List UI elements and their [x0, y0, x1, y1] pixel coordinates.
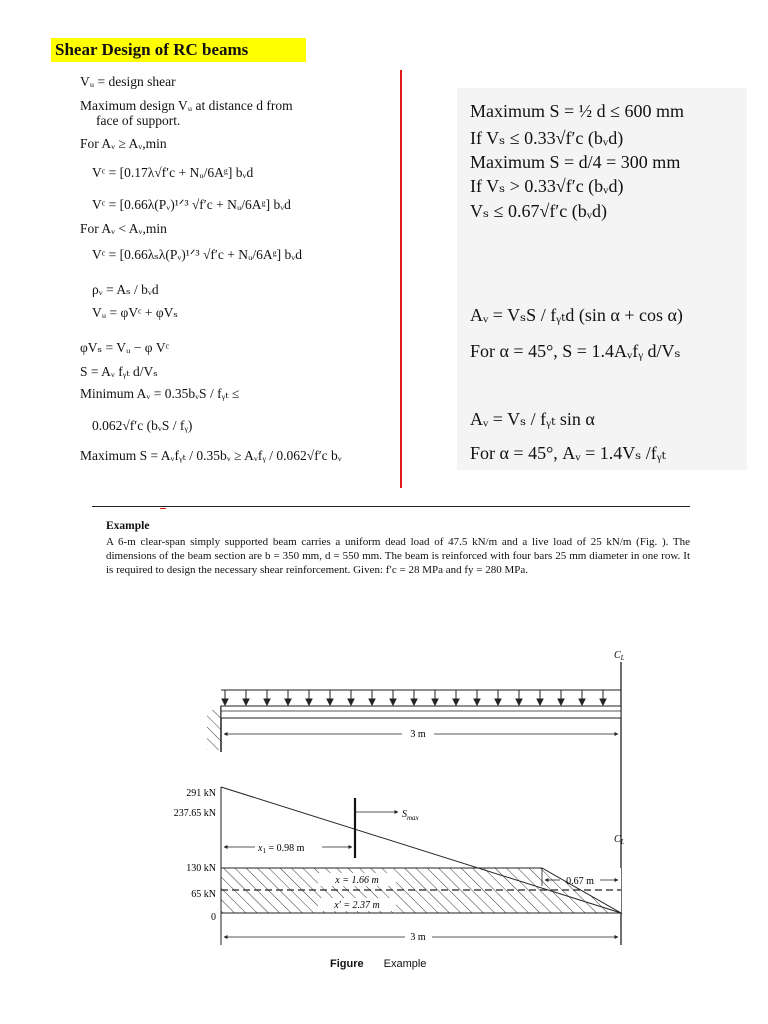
formula-av-bent: Aᵥ = Vₛ / fᵧₜ sin α — [470, 409, 595, 429]
formula-vc-1: Vᶜ = [0.17λ√f′c + Nᵤ/6Aᵍ] bᵥd — [92, 165, 254, 180]
formula-phivs: φVₛ = Vᵤ − φ Vᶜ — [80, 340, 170, 355]
formula-vu: Vᵤ = φVᶜ + φVₛ — [92, 305, 178, 320]
formula-av-inclined: Aᵥ = VₛS / fᵧₜd (sin α + cos α) — [470, 305, 683, 325]
shear-label-zero: 0 — [211, 912, 216, 923]
formula-design-shear: Vᵤ = design shear — [80, 74, 176, 89]
example-heading: Example — [106, 520, 150, 532]
formula-condition-1: For Aᵥ ≥ Aᵥ,min — [80, 136, 167, 151]
span-label: 3 m — [410, 729, 426, 740]
formula-face-support: face of support. — [96, 113, 181, 128]
formula-if-vs-gt: If Vₛ > 0.33√f′c (bᵥd) — [470, 176, 624, 196]
cl-label-bottom: $C_L$ — [614, 834, 625, 846]
figure-caption: Figure Example — [330, 958, 427, 970]
formula-if-vs-le: If Vₛ ≤ 0.33√f′c (bᵥd) — [470, 128, 624, 148]
formula-rho: ρᵥ = Aₛ / bᵥd — [92, 282, 159, 297]
formula-max-s-d4: Maximum S = d/4 = 300 mm — [470, 152, 681, 172]
formula-max-s-half-d: Maximum S = ½ d ≤ 600 mm — [470, 101, 685, 121]
shear-diagram — [221, 787, 621, 945]
base-span-label: 3 m — [410, 932, 426, 943]
x-prime-label: x′ = 2.37 m — [334, 900, 380, 911]
formula-vs-limit: Vₛ ≤ 0.67√f′c (bᵥd) — [470, 201, 608, 221]
x-label: x = 1.66 m — [335, 875, 379, 886]
x1-label: $x_1 = 0.98$ m — [258, 843, 305, 855]
shear-label-65: 65 kN — [191, 889, 216, 900]
formula-max-s: Maximum S = Aᵥfᵧₜ / 0.35bᵥ ≥ Aᵥfᵧ / 0.062√f′c bᵥ — [80, 448, 342, 463]
formula-vc-2: Vᶜ = [0.66λ(Pᵥ)¹ᐟ³ √f′c + Nᵤ/6Aᵍ] bᵥd — [92, 197, 291, 212]
smax-label: $S_{max}$ — [402, 809, 419, 822]
formula-av-45: For α = 45°, Aᵥ = 1.4Vₛ /fᵧₜ — [470, 443, 666, 463]
formula-max-design: Maximum design Vᵤ at distance d from — [80, 98, 293, 113]
distributed-load — [221, 690, 621, 705]
distance-label: 0.67 m — [566, 876, 594, 887]
formula-min-av: Minimum Aᵥ = 0.35bᵥS / fᵧₜ ≤ — [80, 386, 240, 401]
page-title: Shear Design of RC beams — [51, 38, 306, 62]
formula-condition-2: For Aᵥ < Aᵥ,min — [80, 221, 167, 236]
beam-body — [221, 706, 621, 718]
shear-label-237: 237.65 kN — [173, 808, 216, 819]
formula-s-45: For α = 45°, S = 1.4Aᵥfᵧ d/Vₛ — [470, 341, 681, 361]
shear-label-291: 291 kN — [186, 788, 216, 799]
shear-label-130: 130 kN — [186, 863, 216, 874]
formula-vc-3: Vᶜ = [0.66λₛλ(Pᵥ)¹ᐟ³ √f′c + Nᵤ/6Aᵍ] bᵥd — [92, 247, 303, 262]
formula-min-av-2: 0.062√f′c (bᵥS / fᵧ) — [92, 418, 193, 433]
cl-label-top: $C_L$ — [614, 650, 625, 662]
formula-spacing: S = Aᵥ fᵧₜ d/Vₛ — [80, 364, 158, 379]
support-hatch — [207, 706, 221, 752]
example-text: A 6-m clear-span simply supported beam carries a uniform dead load of 47.5 kN/m and a live load of 25 kN/m (Fig. ). The dimensions of the beam section are b = 350 mm, d = 550 mm. The beam is reinforced with four bars 25 mm diameter in one row. It is required to design the necessary shear reinforcement. Given: f′c = 28 MPa and fy = 280 MPa. — [106, 536, 690, 576]
